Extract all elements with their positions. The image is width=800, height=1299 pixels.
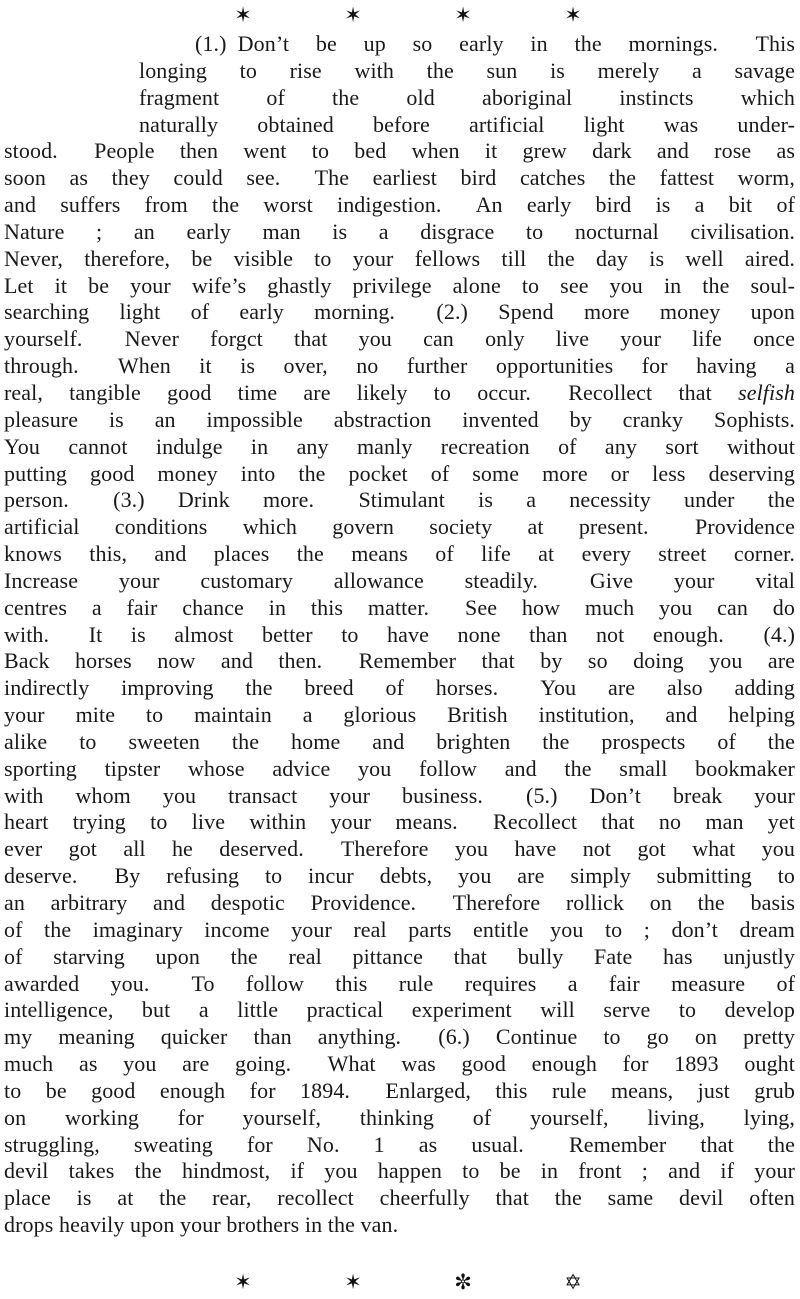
text-line: alike to sweeten the home and brighten the prospects of the (4, 728, 795, 754)
text-line: Increase your customary allowance steadily. Give your vital (4, 567, 795, 593)
text-line: searching light of early morning. (2.) Spend more money upon (4, 299, 795, 325)
text-line: yourself. Never forgct that you can only live your life once (4, 326, 795, 352)
text-line: Back horses now and then. Remember that by so doing you are (4, 648, 795, 674)
text-line: centres a fair chance in this matter. See how much you can do (4, 594, 795, 620)
text-line: naturally obtained before artificial light was under- (139, 111, 795, 137)
asterisk-ornament-icon: ✶ (564, 3, 582, 27)
text-line: intelligence, but a little practical experiment will serve to develop (4, 997, 795, 1023)
text-line: of the imaginary income your real parts entitle you to ; don’t dream (4, 916, 795, 942)
ornament-row-bottom (4, 1269, 795, 1294)
text-line: to be good enough for 1894. Enlarged, this rule means, just grub (4, 1077, 795, 1103)
text-line: devil takes the hindmost, if you happen to be in front ; and if your (4, 1158, 795, 1184)
text-line: deserve. By refusing to incur debts, you are simply submitting to (4, 863, 795, 889)
text-line: putting good money into the pocket of some more or less deserving (4, 460, 795, 486)
text-line: You cannot indulge in any manly recreation of any sort without (4, 433, 795, 459)
italic-word: selfish (738, 379, 795, 405)
text-line: real, tangible good time are likely to occur. Recollect that selfish (4, 379, 795, 405)
ornament-row-top (4, 0, 795, 31)
text-line: drops heavily upon your brothers in the van. (4, 1212, 399, 1238)
text-line: person. (3.) Drink more. Stimulant is a necessity under the (4, 487, 795, 513)
text-line: and suffers from the worst indigestion. An early bird is a bit of (4, 192, 795, 218)
text-line: my meaning quicker than anything. (6.) Continue to go on pretty (4, 1024, 795, 1050)
asterisk-ornament-icon: ✶ (344, 1269, 362, 1294)
text-line: knows this, and places the means of life at every street corner. (4, 541, 795, 567)
asterisk-ornament-icon: ✶ (234, 3, 252, 27)
text-line: sporting tipster whose advice you follow and the small bookmaker (4, 755, 795, 781)
text-line: on working for yourself, thinking of yourself, living, lying, (4, 1104, 795, 1130)
text-block (4, 31, 795, 1239)
text-line: heart trying to live within your means. Recollect that no man yet (4, 809, 795, 835)
text-line: ever got all he deserved. Therefore you have not got what you (4, 836, 795, 862)
asterisk-ornament-icon: ✶ (454, 3, 472, 27)
asterisk-ornament-icon: ✡ (564, 1269, 582, 1294)
text-line: stood. People then went to bed when it grew dark and rose as (4, 138, 795, 164)
text-line: an arbitrary and despotic Providence. Therefore rollick on the basis (4, 890, 795, 915)
text-line: Let it be your wife’s ghastly privilege alone to see you in the soul- (4, 272, 795, 298)
text-line: Nature ; an early man is a disgrace to nocturnal civilisation. (4, 218, 795, 244)
text-line: Never, therefore, be visible to your fellows till the day is well aired. (4, 245, 795, 271)
text-line: struggling, sweating for No. 1 as usual. Remember that the (4, 1131, 795, 1157)
asterisk-ornament-icon: ✶ (234, 1269, 252, 1294)
text-line: artificial conditions which govern society at present. Providence (4, 514, 795, 540)
text-line: longing to rise with the sun is merely a savage (139, 57, 795, 83)
text-line: indirectly improving the breed of horses. You are also adding (4, 675, 795, 701)
text-line: (1.) Don’t be up so early in the mornings. This (195, 31, 795, 56)
text-line: of starving upon the real pittance that bully Fate has unjustly (4, 943, 795, 969)
text-line: with whom you transact your business. (5.) Don’t break your (4, 782, 795, 808)
text-line: through. When it is over, no further opportunities for having a (4, 353, 795, 379)
asterisk-ornament-icon: ✼ (454, 1269, 472, 1294)
text-line: with. It is almost better to have none than not enough. (4.) (4, 621, 795, 647)
text-line: awarded you. To follow this rule requires a fair measure of (4, 970, 795, 996)
text-line: fragment of the old aboriginal instincts which (139, 84, 795, 110)
text-line: much as you are going. What was good enough for 1893 ought (4, 1051, 795, 1077)
text-line: your mite to maintain a glorious British institution, and helping (4, 702, 795, 728)
text-line: place is at the rear, recollect cheerfully that the same devil often (4, 1185, 795, 1211)
text-line: pleasure is an impossible abstraction invented by cranky Sophists. (4, 406, 795, 432)
asterisk-ornament-icon: ✶ (344, 3, 362, 27)
text-line: soon as they could see. The earliest bird catches the fattest worm, (4, 165, 795, 191)
